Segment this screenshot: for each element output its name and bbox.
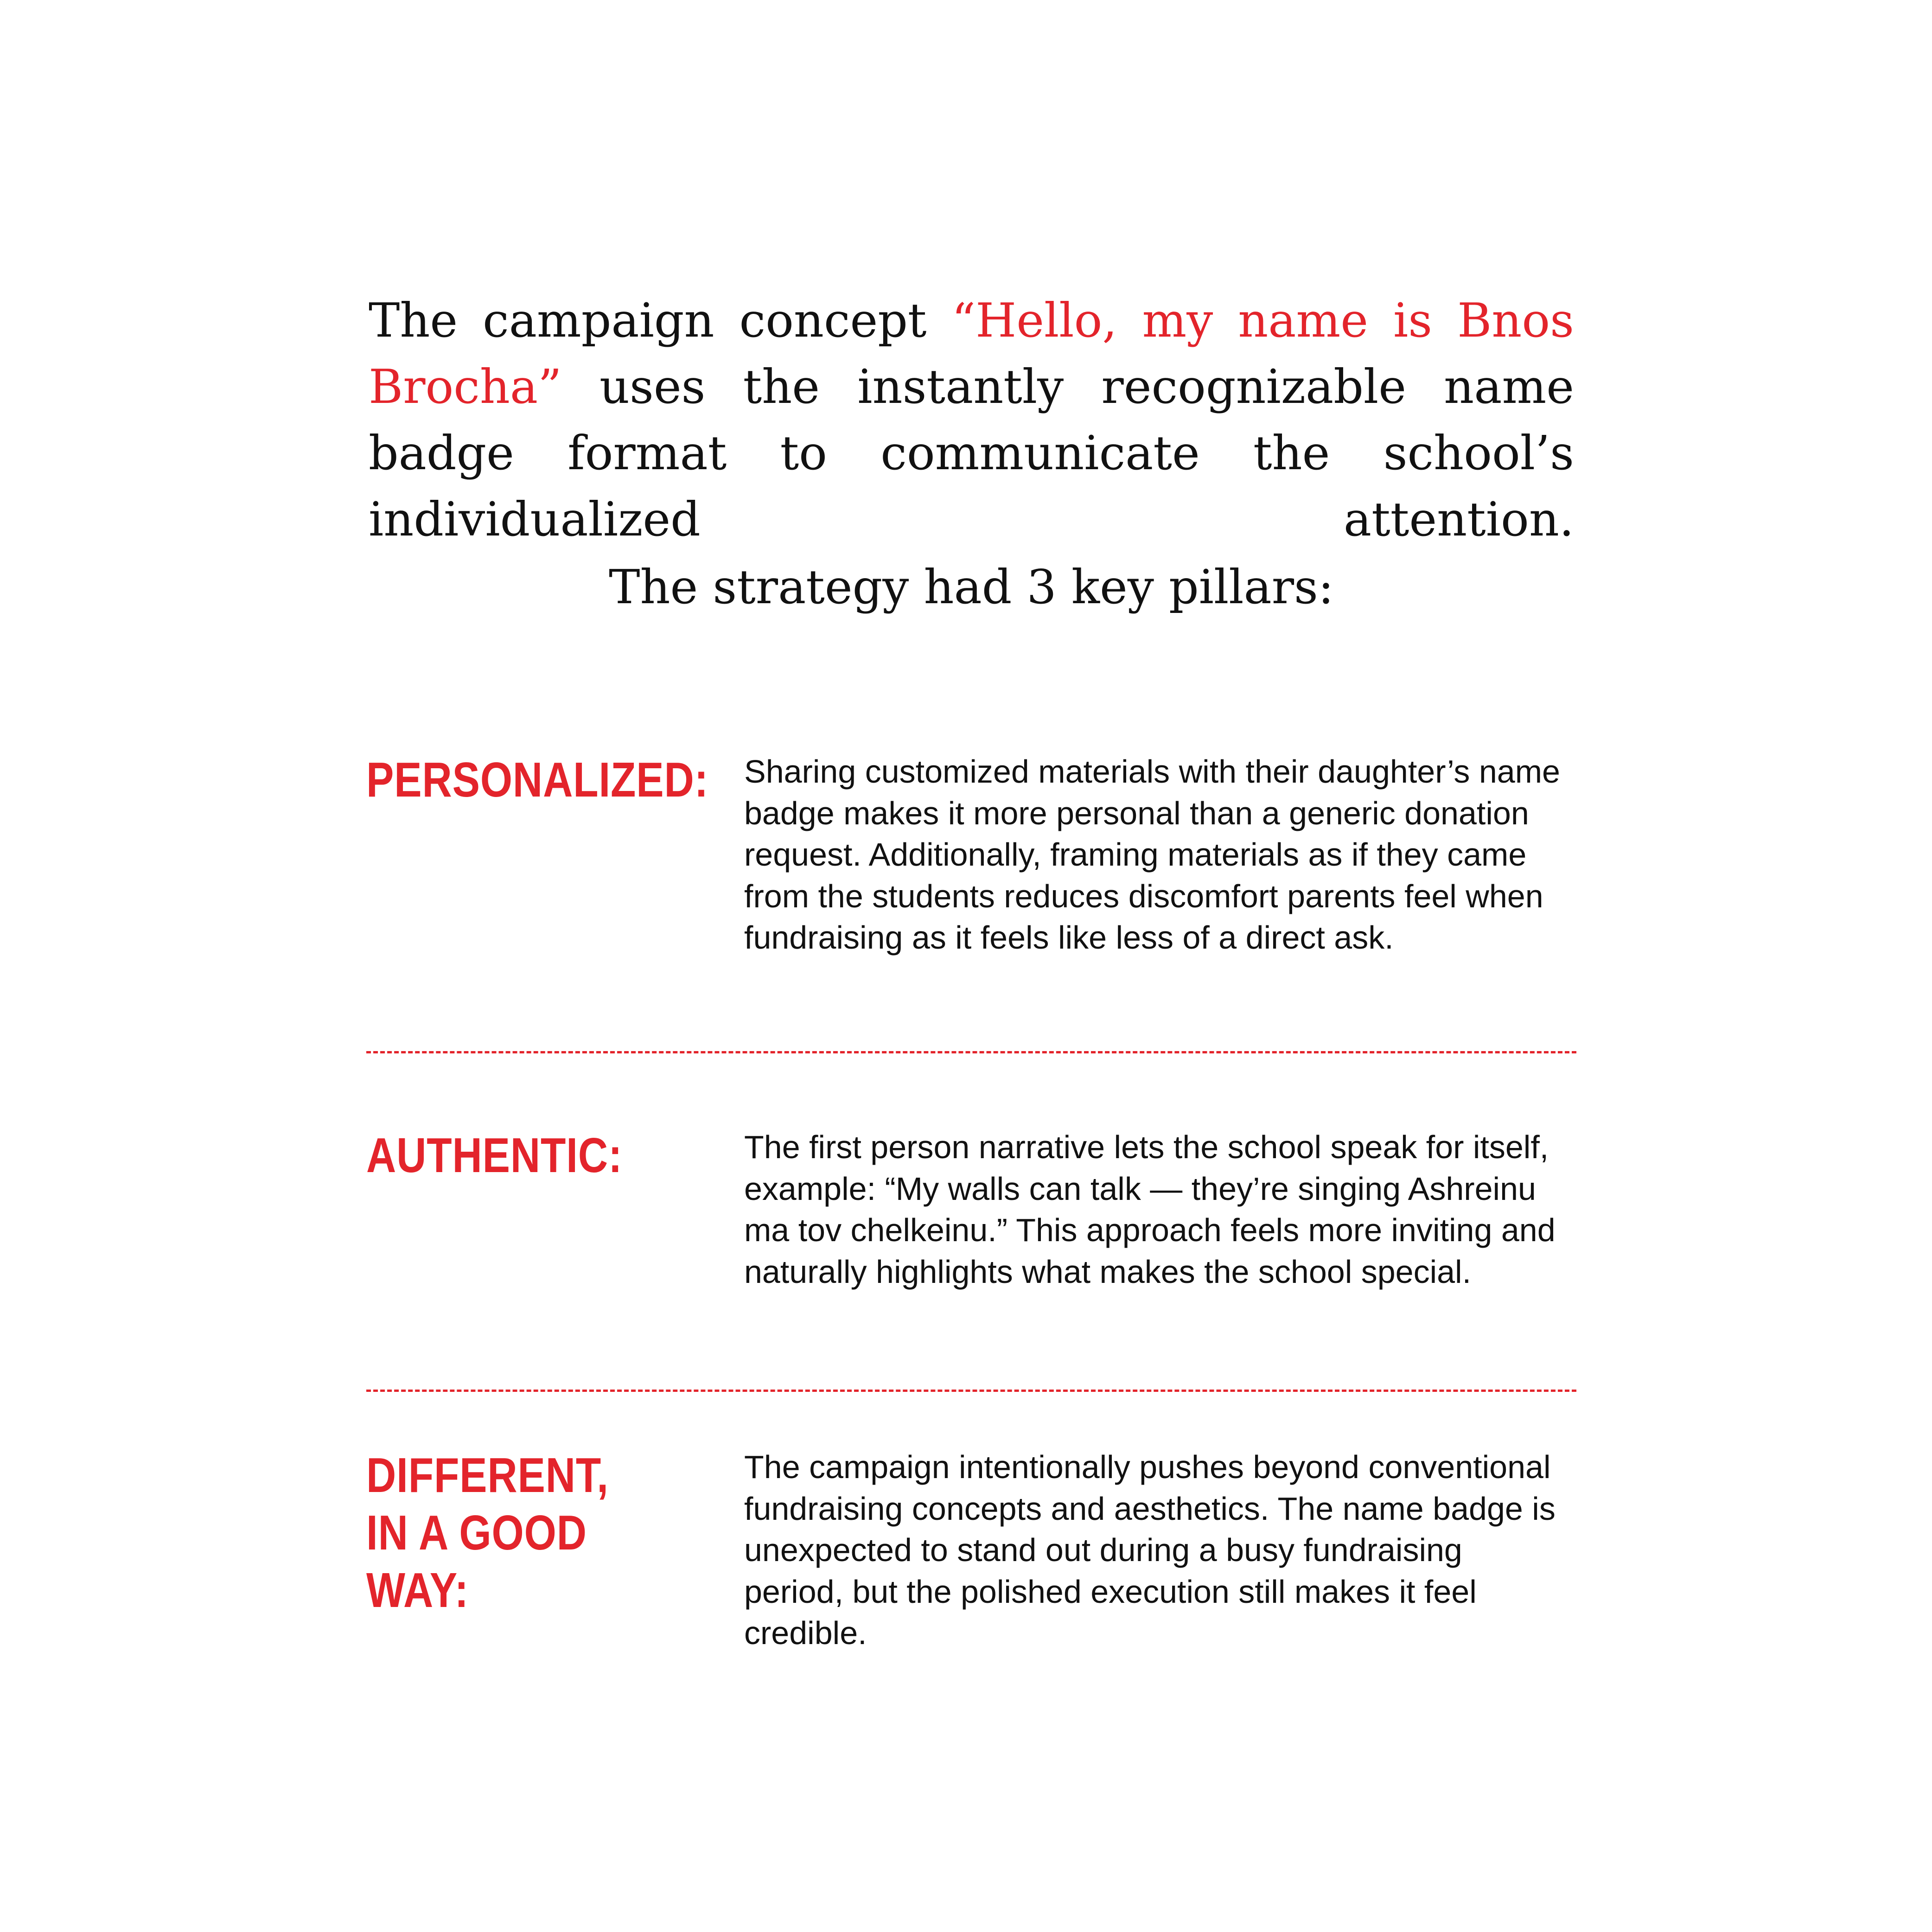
pillar-title: DIFFERENT, IN A GOOD WAY: <box>366 1448 609 1618</box>
pillar-body: The first person narrative lets the school speak for itself, example: “My walls can talk — they’re singing Ashreinu ma tov chelkeinu.” This approach feels more inviting and naturally highlights what makes the school special. <box>744 1129 1556 1290</box>
intro-rest: uses the instantly recognizable name badge format to communicate the school’s individualized attention. <box>369 359 1574 547</box>
divider <box>366 1390 1576 1392</box>
campaign-quote: “Hello, my name is Bnos Brocha” <box>369 293 1574 414</box>
intro-paragraph <box>369 287 1574 553</box>
strategy-heading: The strategy had 3 key pillars: <box>609 560 1334 614</box>
intro-lead: The campaign concept <box>369 293 952 348</box>
divider <box>366 1051 1576 1053</box>
pillar-title: PERSONALIZED: <box>366 752 709 807</box>
pillar-different <box>366 1447 1576 1660</box>
pillar-title: AUTHENTIC: <box>366 1128 623 1183</box>
pillar-personalized <box>366 751 1576 1001</box>
pillar-body: Sharing customized materials with their daughter’s name badge makes it more personal than a generic donation request. Additionally, framing materials as if they came from the students reduces discomfort parents feel when fundraising as it feels like less of a direct ask. <box>744 753 1560 956</box>
pillar-authentic <box>366 1127 1576 1335</box>
pillar-body: The campaign intentionally pushes beyond conventional fundraising concepts and aesthetics. The name badge is unexpected to stand out during a busy fundraising period, but the polished execution still makes it feel credible. <box>744 1449 1556 1651</box>
